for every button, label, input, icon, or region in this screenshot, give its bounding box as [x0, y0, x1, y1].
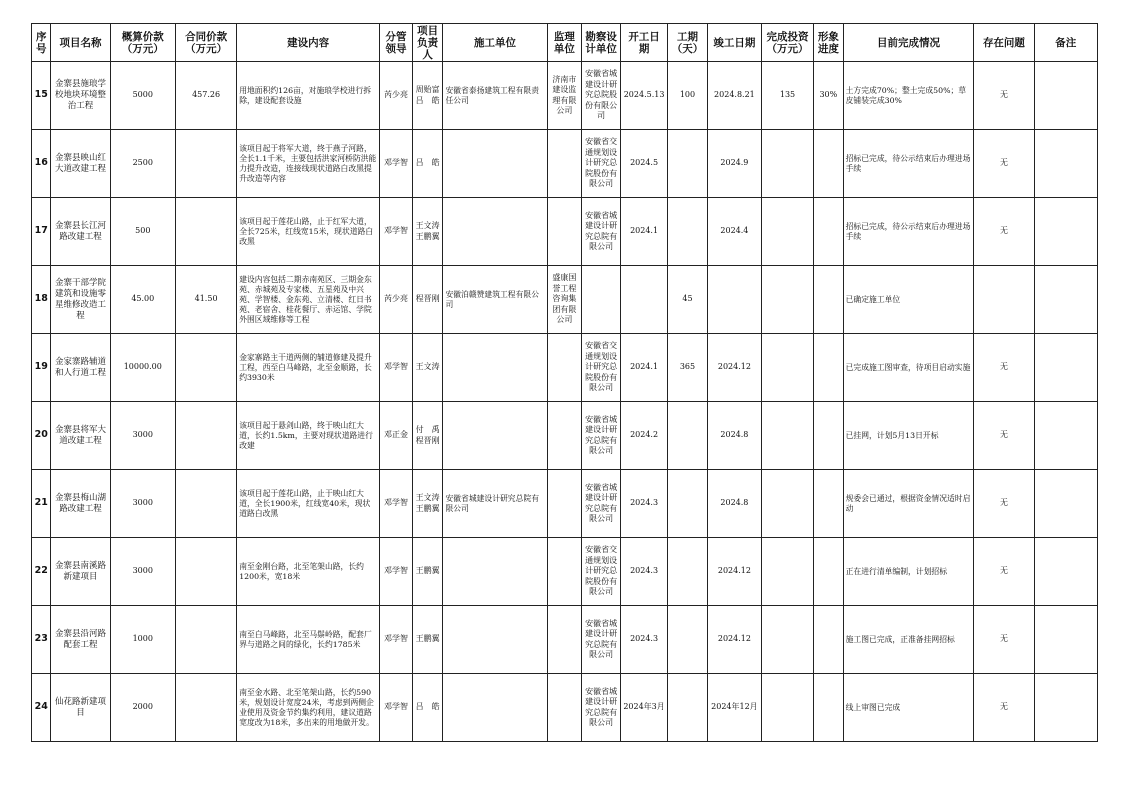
- cell-leader: 邓学智: [380, 334, 413, 402]
- cell-invest: [761, 130, 813, 198]
- cell-leader: 芮少亮: [380, 62, 413, 130]
- cell-end: 2024.8.21: [707, 62, 761, 130]
- cell-issues: 无: [974, 62, 1034, 130]
- manager-text: 周贻富 吕 皓: [415, 85, 440, 105]
- cell-name: 金寨干部学院建筑和设施零星维修改造工程: [51, 266, 110, 334]
- header-contract: 合同价款（万元）: [175, 24, 236, 62]
- cell-contract: 457.26: [175, 62, 236, 130]
- cell-end: 2024.12: [707, 606, 761, 674]
- cell-designer: 安徽省交通规划设计研究总院股份有限公司: [582, 334, 621, 402]
- cell-supervisor: 济南市建设监理有限公司: [547, 62, 582, 130]
- cell-contract: [175, 130, 236, 198]
- cell-remark: [1034, 538, 1097, 606]
- project-table: [31, 23, 1098, 742]
- table-row: [32, 266, 1098, 334]
- header-start: 开工日期: [621, 24, 668, 62]
- cell-budget: 3000: [110, 470, 175, 538]
- header-row: [32, 24, 1098, 62]
- cell-issues: 无: [974, 402, 1034, 470]
- cell-supervisor: [547, 674, 582, 742]
- cell-remark: [1034, 266, 1097, 334]
- cell-contract: [175, 402, 236, 470]
- cell-issues: 无: [974, 334, 1034, 402]
- cell-supervisor: [547, 538, 582, 606]
- cell-invest: [761, 538, 813, 606]
- cell-start: 2024年3月: [621, 674, 668, 742]
- cell-period: [668, 198, 708, 266]
- cell-content: 南至金水路、北至笔架山路，长约590米，规划设计宽度24米，考虑到两侧企业使用及资金节约集约利用，建议道路宽度改为18米，多出来的用地做开发。: [237, 674, 380, 742]
- cell-period: [668, 130, 708, 198]
- cell-manager: [412, 334, 443, 402]
- cell-invest: [761, 198, 813, 266]
- cell-progress: [814, 402, 844, 470]
- table-row: [32, 334, 1098, 402]
- cell-period: [668, 538, 708, 606]
- cell-designer: 安徽省城建设计研究总院有限公司: [582, 470, 621, 538]
- cell-leader: 邓学智: [380, 606, 413, 674]
- cell-supervisor: [547, 198, 582, 266]
- table-row: [32, 402, 1098, 470]
- cell-contract: [175, 334, 236, 402]
- cell-progress: [814, 470, 844, 538]
- cell-issues: 无: [974, 606, 1034, 674]
- cell-issues: 无: [974, 198, 1034, 266]
- cell-designer: 安徽省交通规划设计研究总院股份有限公司: [582, 538, 621, 606]
- cell-manager: [412, 538, 443, 606]
- cell-no: 16: [32, 130, 51, 198]
- cell-start: 2024.1: [621, 198, 668, 266]
- cell-no: 19: [32, 334, 51, 402]
- table-row: [32, 198, 1098, 266]
- cell-remark: [1034, 130, 1097, 198]
- cell-budget: 3000: [110, 402, 175, 470]
- cell-start: 2024.3: [621, 538, 668, 606]
- manager-text: 王鹏翼: [415, 634, 440, 644]
- cell-no: 24: [32, 674, 51, 742]
- cell-designer: 安徽省城建设计研究总院有限公司: [582, 674, 621, 742]
- cell-name: 仙花路新建项目: [51, 674, 110, 742]
- cell-budget: 2000: [110, 674, 175, 742]
- cell-start: 2024.5: [621, 130, 668, 198]
- header-end: 竣工日期: [707, 24, 761, 62]
- header-supervisor: 监理单位: [547, 24, 582, 62]
- cell-status: 招标已完成，待公示结束后办理进场手续: [843, 198, 974, 266]
- cell-manager: [412, 62, 443, 130]
- cell-contract: [175, 198, 236, 266]
- cell-name: 金寨县梅山湖路改建工程: [51, 470, 110, 538]
- cell-issues: 无: [974, 470, 1034, 538]
- manager-text: 王鹏翼: [415, 566, 440, 576]
- cell-leader: 邓学智: [380, 470, 413, 538]
- header-content: 建设内容: [237, 24, 380, 62]
- table-row: [32, 62, 1098, 130]
- cell-budget: 1000: [110, 606, 175, 674]
- cell-name: 金家寨路辅道和人行道工程: [51, 334, 110, 402]
- cell-status: 规委会已通过，根据资金情况适时启动: [843, 470, 974, 538]
- cell-supervisor: [547, 606, 582, 674]
- table-row: [32, 130, 1098, 198]
- cell-builder: 安徽省泰扬建筑工程有限责任公司: [443, 62, 547, 130]
- cell-manager: [412, 130, 443, 198]
- cell-content: 建设内容包括二期赤南苑区、三期金东苑、赤城苑及专家楼、五星苑及中兴苑、学智楼、金东苑、立清楼、红日书苑、老宿舍、桂花餐厅、赤运馆、学院外围区域维修等工程: [237, 266, 380, 334]
- cell-name: 金寨县将军大道改建工程: [51, 402, 110, 470]
- header-manager: 项目负责人: [412, 24, 443, 62]
- cell-no: 20: [32, 402, 51, 470]
- cell-builder: [443, 538, 547, 606]
- cell-issues: 无: [974, 674, 1034, 742]
- cell-status: 已确定施工单位: [843, 266, 974, 334]
- header-leader: 分管领导: [380, 24, 413, 62]
- cell-remark: [1034, 470, 1097, 538]
- cell-builder: 安徽泊赣赞建筑工程有限公司: [443, 266, 547, 334]
- cell-name: 金寨县南溪路新建项目: [51, 538, 110, 606]
- cell-end: 2024.12: [707, 538, 761, 606]
- cell-contract: [175, 538, 236, 606]
- cell-manager: [412, 674, 443, 742]
- cell-invest: [761, 334, 813, 402]
- cell-invest: [761, 606, 813, 674]
- cell-period: [668, 470, 708, 538]
- cell-budget: 3000: [110, 538, 175, 606]
- header-invest: 完成投资（万元）: [761, 24, 813, 62]
- manager-text: 付 禹 程晋刚: [415, 425, 440, 445]
- cell-supervisor: [547, 130, 582, 198]
- cell-remark: [1034, 606, 1097, 674]
- cell-contract: [175, 674, 236, 742]
- cell-end: 2024.8: [707, 470, 761, 538]
- cell-name: 金寨县施琅学校地块环境整治工程: [51, 62, 110, 130]
- cell-supervisor: [547, 402, 582, 470]
- cell-content: 南至金刚台路，北至笔架山路，长约1200米，宽18米: [237, 538, 380, 606]
- cell-builder: [443, 402, 547, 470]
- cell-invest: 135: [761, 62, 813, 130]
- manager-text: 程晋刚: [415, 294, 440, 304]
- cell-builder: [443, 606, 547, 674]
- cell-contract: 41.50: [175, 266, 236, 334]
- cell-designer: 安徽省交通规划设计研究总院股份有限公司: [582, 130, 621, 198]
- cell-no: 22: [32, 538, 51, 606]
- cell-progress: [814, 266, 844, 334]
- manager-text: 王文涛 王鹏翼: [415, 221, 440, 241]
- table-row: [32, 470, 1098, 538]
- cell-end: [707, 266, 761, 334]
- cell-start: 2024.3: [621, 606, 668, 674]
- cell-start: 2024.3: [621, 470, 668, 538]
- cell-status: 已挂网，计划5月13日开标: [843, 402, 974, 470]
- manager-text: 王文涛: [415, 362, 440, 372]
- header-name: 项目名称: [51, 24, 110, 62]
- cell-builder: [443, 130, 547, 198]
- cell-status: 招标已完成，待公示结束后办理进场手续: [843, 130, 974, 198]
- cell-no: 23: [32, 606, 51, 674]
- cell-budget: 45.00: [110, 266, 175, 334]
- manager-text: 吕 皓: [415, 158, 440, 168]
- cell-status: 施工图已完成，正准备挂网招标: [843, 606, 974, 674]
- cell-contract: [175, 470, 236, 538]
- cell-manager: [412, 606, 443, 674]
- cell-invest: [761, 674, 813, 742]
- cell-issues: 无: [974, 538, 1034, 606]
- cell-budget: 2500: [110, 130, 175, 198]
- cell-status: 线上审图已完成: [843, 674, 974, 742]
- cell-content: 金家寨路主干道两侧的辅道修建及提升工程，西至白马峰路，北至金顺路，长约3930米: [237, 334, 380, 402]
- cell-issues: [974, 266, 1034, 334]
- cell-manager: [412, 198, 443, 266]
- cell-manager: [412, 402, 443, 470]
- header-status: 目前完成情况: [843, 24, 974, 62]
- header-no: 序号: [32, 24, 51, 62]
- cell-invest: [761, 470, 813, 538]
- table-row: [32, 674, 1098, 742]
- cell-content: 该项目起于将军大道，终于燕子河路，全长1.1千米，主要包括洪家河桥防洪能力提升改造，连接线现状道路白改黑提升改造等内容: [237, 130, 380, 198]
- cell-content: 用地面积约126亩，对施琅学校进行拆除，建设配套设施: [237, 62, 380, 130]
- header-remark: 备注: [1034, 24, 1097, 62]
- cell-builder: [443, 198, 547, 266]
- cell-leader: 邓学智: [380, 674, 413, 742]
- cell-content: 南至白马峰路，北至马鬃岭路，配套厂界与道路之间的绿化，长约1785米: [237, 606, 380, 674]
- header-budget: 概算价款（万元）: [110, 24, 175, 62]
- cell-content: 该项目起于莲花山路，止于红军大道，全长725米，红线宽15米，现状道路白改黑: [237, 198, 380, 266]
- cell-progress: 30%: [814, 62, 844, 130]
- cell-no: 15: [32, 62, 51, 130]
- cell-status: 正在进行清单编制，计划招标: [843, 538, 974, 606]
- cell-status: 已完成施工图审查，待项目启动实施: [843, 334, 974, 402]
- cell-content: 该项目起于莲花山路，止于映山红大道，全长1900米，红线宽40米，现状道路白改黑: [237, 470, 380, 538]
- cell-end: 2024年12月: [707, 674, 761, 742]
- cell-designer: 安徽省城建设计研究总院有限公司: [582, 402, 621, 470]
- cell-start: [621, 266, 668, 334]
- cell-budget: 10000.00: [110, 334, 175, 402]
- cell-remark: [1034, 402, 1097, 470]
- header-period: 工期（天）: [668, 24, 708, 62]
- cell-start: 2024.5.13: [621, 62, 668, 130]
- cell-no: 17: [32, 198, 51, 266]
- header-builder: 施工单位: [443, 24, 547, 62]
- table-row: [32, 538, 1098, 606]
- cell-leader: 芮少亮: [380, 266, 413, 334]
- header-progress: 形象进度: [814, 24, 844, 62]
- cell-remark: [1034, 674, 1097, 742]
- cell-end: 2024.8: [707, 402, 761, 470]
- cell-issues: 无: [974, 130, 1034, 198]
- cell-builder: [443, 674, 547, 742]
- cell-period: 365: [668, 334, 708, 402]
- cell-content: 该项目起于悬剑山路，终于映山红大道，长约1.5km，主要对现状道路进行改建: [237, 402, 380, 470]
- cell-name: 金寨县沿河路配套工程: [51, 606, 110, 674]
- cell-budget: 500: [110, 198, 175, 266]
- cell-leader: 邓正金: [380, 402, 413, 470]
- header-issues: 存在问题: [974, 24, 1034, 62]
- manager-text: 吕 皓: [415, 702, 440, 712]
- cell-manager: [412, 266, 443, 334]
- cell-designer: 安徽省城建设计研究总院股份有限公司: [582, 62, 621, 130]
- cell-leader: 邓学智: [380, 538, 413, 606]
- cell-period: [668, 674, 708, 742]
- manager-text: 王文涛 王鹏翼: [415, 493, 440, 513]
- cell-period: 45: [668, 266, 708, 334]
- cell-progress: [814, 198, 844, 266]
- cell-start: 2024.1: [621, 334, 668, 402]
- cell-remark: [1034, 334, 1097, 402]
- cell-start: 2024.2: [621, 402, 668, 470]
- cell-period: [668, 402, 708, 470]
- table-row: [32, 606, 1098, 674]
- cell-manager: [412, 470, 443, 538]
- cell-name: 金寨县映山红大道改建工程: [51, 130, 110, 198]
- cell-progress: [814, 130, 844, 198]
- cell-end: 2024.9: [707, 130, 761, 198]
- cell-supervisor: [547, 334, 582, 402]
- cell-no: 21: [32, 470, 51, 538]
- cell-end: 2024.12: [707, 334, 761, 402]
- cell-budget: 5000: [110, 62, 175, 130]
- cell-supervisor: [547, 470, 582, 538]
- cell-status: 土方完成70%；整土完成50%；草皮铺装完成30%: [843, 62, 974, 130]
- cell-progress: [814, 538, 844, 606]
- header-designer: 勘察设计单位: [582, 24, 621, 62]
- cell-invest: [761, 402, 813, 470]
- cell-remark: [1034, 62, 1097, 130]
- cell-progress: [814, 674, 844, 742]
- cell-progress: [814, 334, 844, 402]
- cell-no: 18: [32, 266, 51, 334]
- cell-invest: [761, 266, 813, 334]
- cell-builder: 安徽省城建设计研究总院有限公司: [443, 470, 547, 538]
- cell-remark: [1034, 198, 1097, 266]
- cell-designer: 安徽省城建设计研究总院有限公司: [582, 198, 621, 266]
- cell-supervisor: 盛康国誉工程咨询集团有限公司: [547, 266, 582, 334]
- cell-period: [668, 606, 708, 674]
- cell-builder: [443, 334, 547, 402]
- cell-leader: 邓学智: [380, 130, 413, 198]
- cell-name: 金寨县长江河路改建工程: [51, 198, 110, 266]
- cell-contract: [175, 606, 236, 674]
- cell-designer: 安徽省城建设计研究总院有限公司: [582, 606, 621, 674]
- cell-end: 2024.4: [707, 198, 761, 266]
- cell-progress: [814, 606, 844, 674]
- cell-leader: 邓学智: [380, 198, 413, 266]
- cell-designer: [582, 266, 621, 334]
- project-table-container: [31, 23, 1098, 742]
- cell-period: 100: [668, 62, 708, 130]
